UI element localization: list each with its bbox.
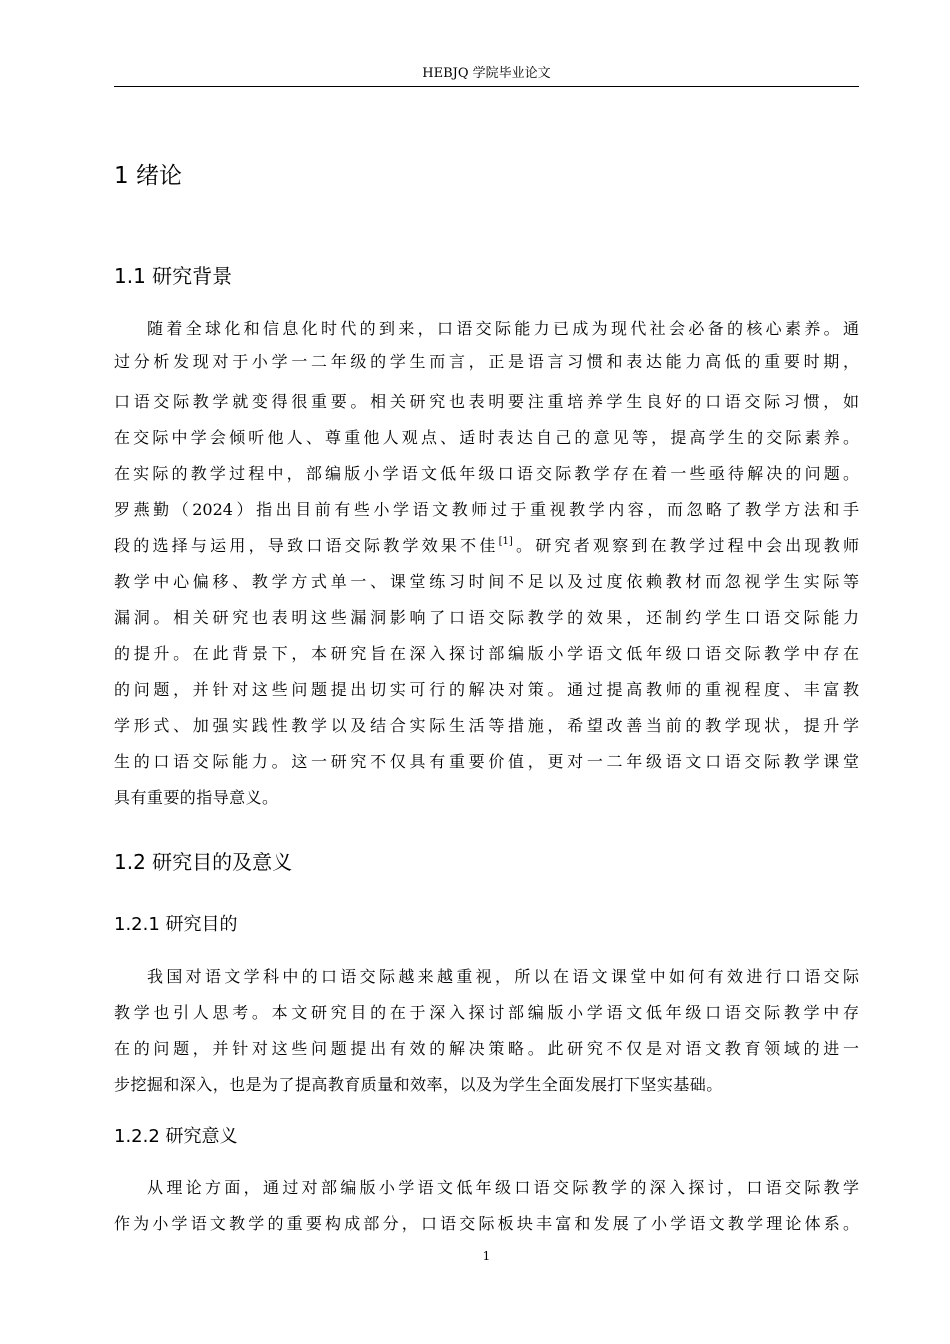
- paragraph-line: 的提升。在此背景下，本研究旨在深入探讨部编版小学语文低年级口语交际教学中存在: [114, 644, 859, 663]
- paragraph-line: 漏洞。相关研究也表明这些漏洞影响了口语交际教学的效果，还制约学生口语交际能力: [114, 608, 859, 627]
- paragraph-line: 具有重要的指导意义。: [114, 788, 279, 807]
- paragraph-line: 步挖掘和深入，也是为了提高教育质量和效率，以及为学生全面发展打下坚实基础。: [114, 1075, 723, 1094]
- paragraph-line: 在实际的教学过程中，部编版小学语文低年级口语交际教学存在着一些亟待解决的问题。: [114, 464, 859, 483]
- paragraph-line: 从理论方面，通过对部编版小学语文低年级口语交际教学的深入探讨，口语交际教学: [147, 1178, 859, 1197]
- page-number: 1: [482, 1249, 491, 1263]
- paragraph-line: 作为小学语文教学的重要构成部分，口语交际板块丰富和发展了小学语文教学理论体系。: [114, 1214, 859, 1233]
- paragraph-line: 过分析发现对于小学一二年级的学生而言，正是语言习惯和表达能力高低的重要时期，: [114, 352, 859, 371]
- paragraph-line: 生的口语交际能力。这一研究不仅具有重要价值，更对一二年级语文口语交际教学课堂: [114, 752, 859, 771]
- line-text: 。研究者观察到在教学过程中会出现教师: [512, 536, 859, 555]
- header-divider: [114, 86, 859, 87]
- paragraph-line: 我国对语文学科中的口语交际越来越重视，所以在语文课堂中如何有效进行口语交际: [147, 967, 859, 986]
- paragraph-line: 教学中心偏移、教学方式单一、课堂练习时间不足以及过度依赖教材而忽视学生实际等: [114, 572, 859, 591]
- paragraph-line-with-citation: [114, 534, 859, 558]
- line-text: 段的选择与运用，导致口语交际教学效果不佳: [114, 536, 499, 555]
- citation-reference[interactable]: [1]: [498, 536, 513, 547]
- subsection-heading-1-2-1: 1.2.1 研究目的: [114, 914, 238, 935]
- paragraph-line: 在交际中学会倾听他人、尊重他人观点、适时表达自己的意见等，提高学生的交际素养。: [114, 428, 859, 447]
- running-header: HEBJQ 学院毕业论文: [422, 66, 551, 81]
- paragraph-line: 随着全球化和信息化时代的到来，口语交际能力已成为现代社会必备的核心素养。通: [147, 319, 859, 338]
- paragraph-line: 在的问题，并针对这些问题提出有效的解决策略。此研究不仅是对语文教育领域的进一: [114, 1039, 859, 1058]
- paragraph-line: 口语交际教学就变得很重要。相关研究也表明要注重培养学生良好的口语交际习惯，如: [114, 392, 859, 411]
- paragraph-line: 学形式、加强实践性教学以及结合实际生活等措施，希望改善当前的教学现状，提升学: [114, 716, 859, 735]
- paragraph-line: 教学也引人思考。本文研究目的在于深入探讨部编版小学语文低年级口语交际教学中存: [114, 1003, 859, 1022]
- section-heading-1-1: 1.1 研究背景: [114, 264, 233, 288]
- chapter-title: 1 绪论: [114, 163, 182, 189]
- section-heading-1-2: 1.2 研究目的及意义: [114, 850, 293, 874]
- paragraph-line: 的问题，并针对这些问题提出切实可行的解决对策。通过提高教师的重视程度、丰富教: [114, 680, 859, 699]
- subsection-heading-1-2-2: 1.2.2 研究意义: [114, 1126, 238, 1147]
- paragraph-line: 罗燕勤（2024）指出目前有些小学语文教师过于重视教学内容，而忽略了教学方法和手: [114, 500, 859, 519]
